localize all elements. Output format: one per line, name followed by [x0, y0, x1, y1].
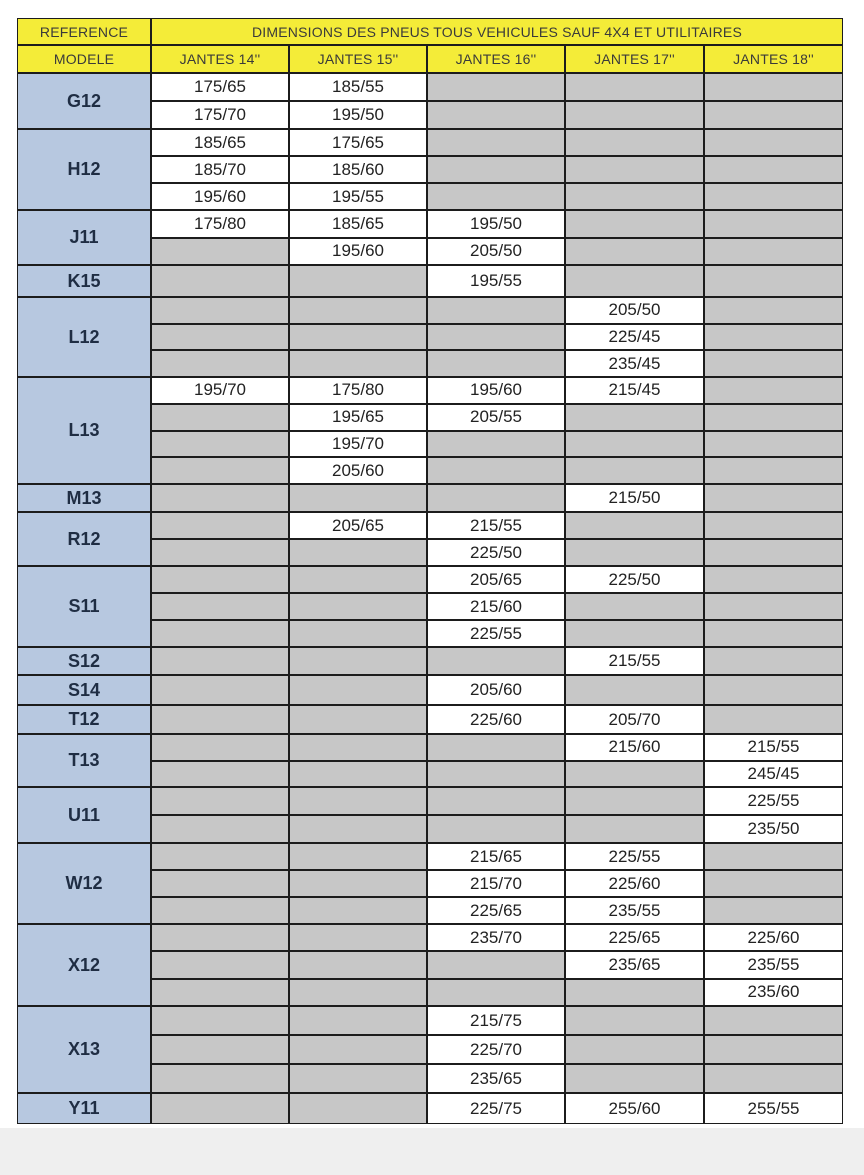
tire-size-cell: 215/65: [428, 844, 564, 869]
empty-cell: [428, 788, 564, 814]
empty-cell: [152, 325, 288, 350]
empty-cell: [566, 676, 703, 704]
tire-size-cell: 255/55: [705, 1094, 842, 1123]
model-ref-g12: G12: [18, 74, 150, 128]
tire-size-cell: 205/65: [428, 567, 564, 592]
tire-size-cell: 235/55: [705, 952, 842, 977]
empty-cell: [566, 621, 703, 646]
model-ref-s12: S12: [18, 648, 150, 674]
empty-cell: [705, 1007, 842, 1034]
empty-cell: [152, 594, 288, 619]
empty-cell: [152, 871, 288, 896]
tire-size-cell: 215/55: [705, 735, 842, 760]
empty-cell: [566, 211, 703, 237]
empty-cell: [152, 432, 288, 457]
empty-cell: [705, 567, 842, 592]
empty-cell: [290, 788, 426, 814]
tire-size-cell: 235/50: [705, 816, 842, 842]
empty-cell: [428, 485, 564, 511]
empty-cell: [152, 239, 288, 265]
empty-cell: [428, 184, 564, 209]
empty-cell: [705, 266, 842, 296]
empty-cell: [290, 594, 426, 619]
tire-size-cell: 205/55: [428, 405, 564, 430]
tire-size-cell: 215/55: [566, 648, 703, 674]
tire-size-cell: 215/50: [566, 485, 703, 511]
model-header-line2: MODELE: [18, 46, 150, 72]
model-ref-y11: Y11: [18, 1094, 150, 1123]
empty-cell: [152, 706, 288, 733]
tire-size-cell: 215/45: [566, 378, 703, 403]
empty-cell: [705, 405, 842, 430]
empty-cell: [152, 735, 288, 760]
empty-cell: [566, 157, 703, 182]
tire-size-cell: 225/50: [566, 567, 703, 592]
empty-cell: [428, 458, 564, 483]
tire-size-cell: 185/60: [290, 157, 426, 182]
tire-size-cell: 185/65: [152, 130, 288, 155]
reference-header-line1: REFERENCE: [18, 19, 150, 44]
empty-cell: [428, 157, 564, 182]
empty-cell: [290, 925, 426, 950]
empty-cell: [290, 298, 426, 323]
empty-cell: [290, 485, 426, 511]
empty-cell: [428, 735, 564, 760]
empty-cell: [152, 540, 288, 565]
model-ref-k15: K15: [18, 266, 150, 296]
empty-cell: [290, 871, 426, 896]
empty-cell: [705, 1036, 842, 1063]
empty-cell: [290, 952, 426, 977]
empty-cell: [152, 1094, 288, 1123]
empty-cell: [290, 648, 426, 674]
empty-cell: [152, 952, 288, 977]
empty-cell: [705, 74, 842, 100]
model-ref-x12: X12: [18, 925, 150, 1005]
tire-size-cell: 195/55: [428, 266, 564, 296]
empty-cell: [290, 1007, 426, 1034]
tire-size-cell: 225/75: [428, 1094, 564, 1123]
tire-size-cell: 225/55: [705, 788, 842, 814]
empty-cell: [566, 1036, 703, 1063]
empty-cell: [290, 735, 426, 760]
empty-cell: [290, 1065, 426, 1092]
empty-cell: [566, 1007, 703, 1034]
empty-cell: [566, 1065, 703, 1092]
empty-cell: [705, 621, 842, 646]
model-ref-t12: T12: [18, 706, 150, 733]
tire-size-cell: 235/60: [705, 980, 842, 1005]
empty-cell: [152, 485, 288, 511]
model-ref-x13: X13: [18, 1007, 150, 1092]
empty-cell: [428, 432, 564, 457]
empty-cell: [152, 266, 288, 296]
tire-dimensions-table: [17, 18, 843, 1124]
tire-size-cell: 225/45: [566, 325, 703, 350]
tire-size-cell: 195/50: [428, 211, 564, 237]
empty-cell: [705, 540, 842, 565]
empty-cell: [705, 157, 842, 182]
empty-cell: [290, 567, 426, 592]
empty-cell: [705, 102, 842, 128]
empty-cell: [152, 676, 288, 704]
empty-cell: [566, 762, 703, 787]
empty-cell: [705, 648, 842, 674]
model-ref-u11: U11: [18, 788, 150, 842]
empty-cell: [290, 676, 426, 704]
tire-size-cell: 205/50: [566, 298, 703, 323]
tire-size-cell: 185/65: [290, 211, 426, 237]
tire-size-cell: 225/65: [428, 898, 564, 923]
model-ref-j11: J11: [18, 211, 150, 264]
empty-cell: [428, 980, 564, 1005]
empty-cell: [152, 762, 288, 787]
empty-cell: [705, 706, 842, 733]
empty-cell: [428, 762, 564, 787]
model-ref-l13: L13: [18, 378, 150, 483]
tire-size-cell: 175/70: [152, 102, 288, 128]
column-header-jantes-17: JANTES 17'': [566, 46, 703, 72]
tire-size-cell: 185/55: [290, 74, 426, 100]
empty-cell: [566, 102, 703, 128]
tire-size-cell: 195/55: [290, 184, 426, 209]
empty-cell: [705, 458, 842, 483]
tire-size-cell: 195/70: [290, 432, 426, 457]
model-ref-m13: M13: [18, 485, 150, 511]
tire-size-cell: 235/45: [566, 351, 703, 376]
column-header-jantes-14: JANTES 14'': [152, 46, 288, 72]
empty-cell: [705, 130, 842, 155]
column-header-jantes-16: JANTES 16'': [428, 46, 564, 72]
tire-size-cell: 195/60: [152, 184, 288, 209]
tire-size-cell: 205/65: [290, 513, 426, 538]
empty-cell: [705, 378, 842, 403]
empty-cell: [566, 184, 703, 209]
tire-size-cell: 215/60: [566, 735, 703, 760]
empty-cell: [566, 74, 703, 100]
empty-cell: [290, 980, 426, 1005]
empty-cell: [428, 952, 564, 977]
empty-cell: [566, 980, 703, 1005]
empty-cell: [290, 762, 426, 787]
empty-cell: [152, 648, 288, 674]
model-ref-l12: L12: [18, 298, 150, 376]
tire-size-cell: 225/70: [428, 1036, 564, 1063]
empty-cell: [152, 621, 288, 646]
empty-cell: [290, 706, 426, 733]
empty-cell: [428, 325, 564, 350]
empty-cell: [152, 458, 288, 483]
tire-size-cell: 215/75: [428, 1007, 564, 1034]
empty-cell: [290, 325, 426, 350]
empty-cell: [428, 102, 564, 128]
tire-size-cell: 225/60: [428, 706, 564, 733]
column-header-jantes-18: JANTES 18'': [705, 46, 842, 72]
empty-cell: [290, 898, 426, 923]
empty-cell: [152, 405, 288, 430]
empty-cell: [290, 1036, 426, 1063]
empty-cell: [705, 325, 842, 350]
empty-cell: [705, 871, 842, 896]
empty-cell: [705, 298, 842, 323]
empty-cell: [705, 239, 842, 265]
tire-size-cell: 215/70: [428, 871, 564, 896]
tire-size-cell: 215/60: [428, 594, 564, 619]
empty-cell: [290, 1094, 426, 1123]
tire-size-cell: 195/50: [290, 102, 426, 128]
empty-cell: [152, 1065, 288, 1092]
empty-cell: [152, 567, 288, 592]
column-header-jantes-15: JANTES 15'': [290, 46, 426, 72]
empty-cell: [705, 351, 842, 376]
empty-cell: [566, 458, 703, 483]
empty-cell: [705, 513, 842, 538]
tire-size-cell: 175/80: [290, 378, 426, 403]
tire-size-cell: 225/65: [566, 925, 703, 950]
empty-cell: [290, 816, 426, 842]
empty-cell: [566, 540, 703, 565]
empty-cell: [705, 184, 842, 209]
model-ref-t13: T13: [18, 735, 150, 786]
tire-size-cell: 195/65: [290, 405, 426, 430]
tire-size-cell: 195/70: [152, 378, 288, 403]
tire-size-cell: 245/45: [705, 762, 842, 787]
tire-size-cell: 195/60: [428, 378, 564, 403]
empty-cell: [566, 788, 703, 814]
empty-cell: [428, 816, 564, 842]
empty-cell: [566, 266, 703, 296]
empty-cell: [152, 980, 288, 1005]
tire-size-cell: 235/55: [566, 898, 703, 923]
model-ref-r12: R12: [18, 513, 150, 565]
empty-cell: [152, 1036, 288, 1063]
empty-cell: [152, 351, 288, 376]
tire-size-cell: 205/70: [566, 706, 703, 733]
tire-size-cell: 235/65: [566, 952, 703, 977]
empty-cell: [428, 648, 564, 674]
tire-size-cell: 235/65: [428, 1065, 564, 1092]
model-ref-s11: S11: [18, 567, 150, 646]
empty-cell: [705, 211, 842, 237]
tire-size-cell: 225/50: [428, 540, 564, 565]
empty-cell: [705, 432, 842, 457]
empty-cell: [705, 594, 842, 619]
empty-cell: [566, 432, 703, 457]
empty-cell: [566, 405, 703, 430]
model-ref-h12: H12: [18, 130, 150, 209]
empty-cell: [290, 540, 426, 565]
empty-cell: [566, 130, 703, 155]
empty-cell: [152, 788, 288, 814]
empty-cell: [152, 925, 288, 950]
empty-cell: [290, 351, 426, 376]
tire-size-cell: 235/70: [428, 925, 564, 950]
empty-cell: [290, 844, 426, 869]
empty-cell: [566, 816, 703, 842]
model-ref-s14: S14: [18, 676, 150, 704]
empty-cell: [428, 351, 564, 376]
tire-size-cell: 255/60: [566, 1094, 703, 1123]
empty-cell: [290, 621, 426, 646]
empty-cell: [428, 298, 564, 323]
model-ref-w12: W12: [18, 844, 150, 923]
tire-size-cell: 205/50: [428, 239, 564, 265]
empty-cell: [705, 898, 842, 923]
empty-cell: [566, 594, 703, 619]
empty-cell: [705, 676, 842, 704]
empty-cell: [428, 74, 564, 100]
tire-size-cell: 225/55: [428, 621, 564, 646]
tire-size-cell: 225/60: [566, 871, 703, 896]
empty-cell: [152, 513, 288, 538]
empty-cell: [705, 1065, 842, 1092]
empty-cell: [152, 1007, 288, 1034]
empty-cell: [566, 513, 703, 538]
tire-size-cell: 185/70: [152, 157, 288, 182]
tire-size-cell: 175/65: [290, 130, 426, 155]
tire-size-cell: 195/60: [290, 239, 426, 265]
empty-cell: [290, 266, 426, 296]
empty-cell: [428, 130, 564, 155]
tire-size-cell: 225/60: [705, 925, 842, 950]
tire-size-cell: 205/60: [290, 458, 426, 483]
tire-size-cell: 205/60: [428, 676, 564, 704]
tire-size-cell: 175/80: [152, 211, 288, 237]
empty-cell: [152, 816, 288, 842]
tire-size-cell: 175/65: [152, 74, 288, 100]
empty-cell: [705, 844, 842, 869]
empty-cell: [152, 898, 288, 923]
empty-cell: [566, 239, 703, 265]
empty-cell: [705, 485, 842, 511]
empty-cell: [152, 298, 288, 323]
tire-size-cell: 215/55: [428, 513, 564, 538]
tire-size-cell: 225/55: [566, 844, 703, 869]
table-title: DIMENSIONS DES PNEUS TOUS VEHICULES SAUF 4X4 ET UTILITAIRES: [152, 19, 842, 44]
empty-cell: [152, 844, 288, 869]
